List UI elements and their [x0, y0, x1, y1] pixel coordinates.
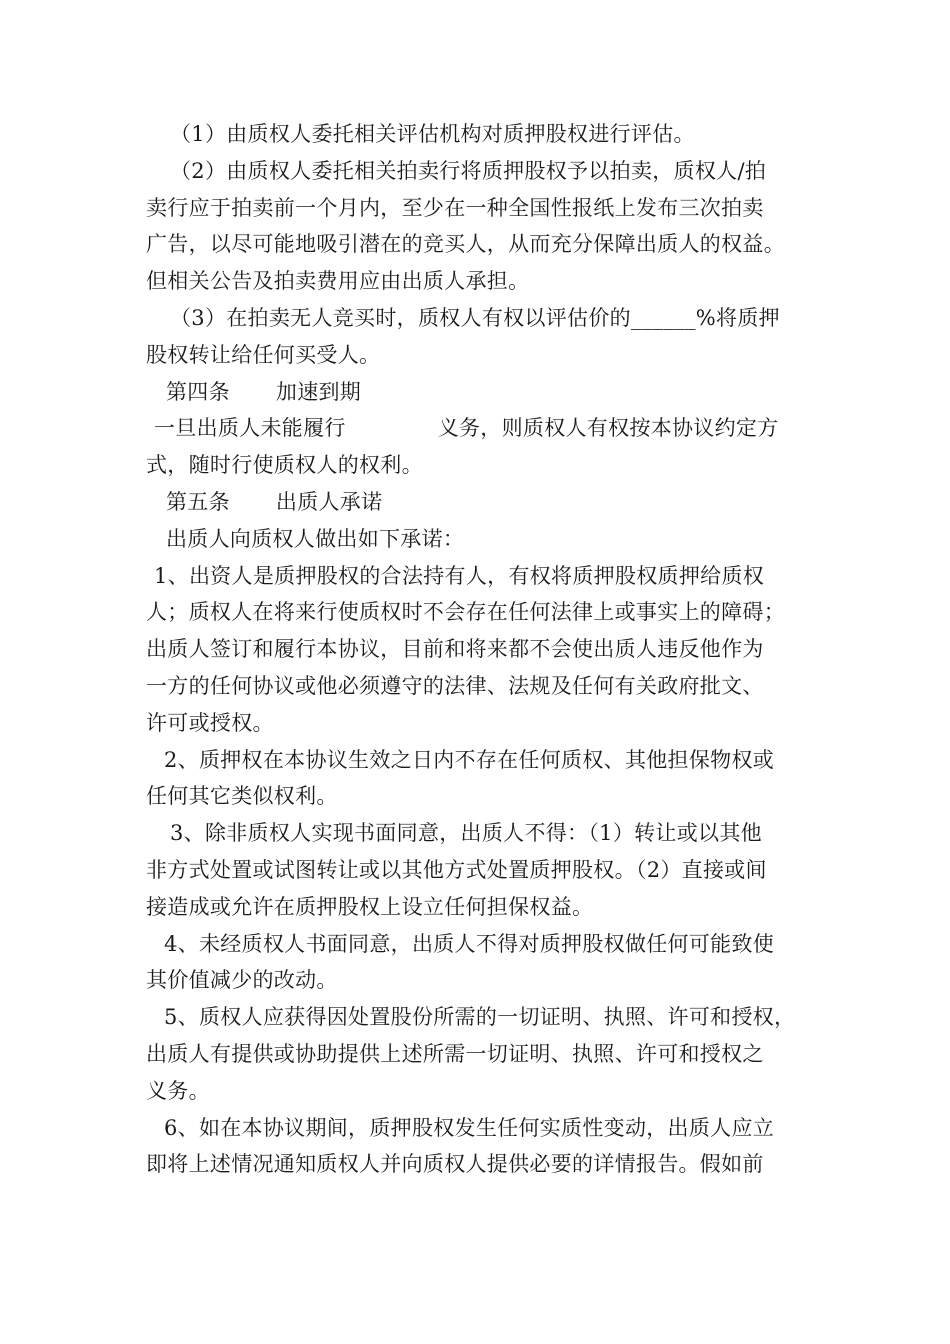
- promise-line: 2、质押权在本协议生效之日内不存在任何质权、其他担保物权或: [164, 747, 775, 772]
- article-4-number: 第四条: [166, 379, 230, 404]
- clause-line: 卖行应于拍卖前一个月内，至少在一种全国性报纸上发布三次拍卖: [146, 195, 764, 220]
- promise-line: 5、质权人应获得因处置股份所需的一切证明、执照、许可和授权，: [164, 1005, 796, 1030]
- article-4-text-b: 义务，则质权人有权按本协议约定方: [437, 416, 779, 441]
- clause-line: （2）由质权人委托相关拍卖行将质押股权予以拍卖，质权人/拍: [170, 158, 767, 183]
- promise-line: 6、如在本协议期间，质押股权发生任何实质性变动，出质人应立: [164, 1115, 775, 1140]
- article-4-line: 式，随时行使质权人的权利。: [146, 453, 423, 478]
- article-4-line: [146, 410, 822, 447]
- clause-line: （1）由质权人委托相关评估机构对质押股权进行评估。: [170, 122, 695, 146]
- article-5-title: 出质人承诺: [275, 489, 383, 514]
- promise-line: 出质人签订和履行本协议，目前和将来都不会使出质人违反他作为: [146, 637, 764, 662]
- article-5-heading: [146, 484, 822, 521]
- promise-line: 义务。: [146, 1078, 210, 1103]
- clause-line: 但相关公告及拍卖费用应由出质人承担。: [146, 269, 530, 294]
- promise-line: 即将上述情况通知质权人并向质权人提供必要的详情报告。假如前: [146, 1152, 764, 1177]
- promise-line: 非方式处置或试图转让或以其他方式处置质押股权。（2）直接或间: [146, 857, 767, 882]
- article-4-heading: [146, 374, 822, 411]
- promise-line: 一方的任何协议或他必须遵守的法律、法规及任何有关政府批文、: [146, 673, 764, 698]
- clause-line: 股权转让给任何买受人。: [146, 342, 381, 367]
- promise-line: 其价值减少的改动。: [146, 968, 338, 993]
- document-body: [146, 116, 822, 1183]
- promise-line: 4、未经质权人书面同意，出质人不得对质押股权做任何可能致使: [164, 931, 775, 956]
- clause-line: （3）在拍卖无人竞买时，质权人有权以评估价的______%将质押: [170, 305, 780, 330]
- promise-line: 任何其它类似权利。: [146, 784, 338, 809]
- promise-line: 接造成或允许在质押股权上设立任何担保权益。: [146, 894, 594, 919]
- promise-line: 1、出资人是质押股权的合法持有人，有权将质押股权质押给质权: [154, 563, 765, 588]
- promise-line: 许可或授权。: [146, 710, 274, 735]
- article-4-text-a: 一旦出质人未能履行: [154, 416, 346, 441]
- article-5-intro: 出质人向质权人做出如下承诺：: [166, 526, 465, 551]
- clause-line: 广告，以尽可能地吸引潜在的竞买人，从而充分保障出质人的权益。: [146, 232, 785, 257]
- promise-line: 人；质权人在将来行使质权时不会存在任何法律上或事实上的障碍；: [146, 600, 785, 625]
- promise-line: 3、除非质权人实现书面同意，出质人不得：（1）转让或以其他: [170, 821, 762, 846]
- article-4-title: 加速到期: [275, 379, 362, 404]
- promise-line: 出质人有提供或协助提供上述所需一切证明、执照、许可和授权之: [146, 1041, 764, 1066]
- article-5-number: 第五条: [166, 489, 230, 514]
